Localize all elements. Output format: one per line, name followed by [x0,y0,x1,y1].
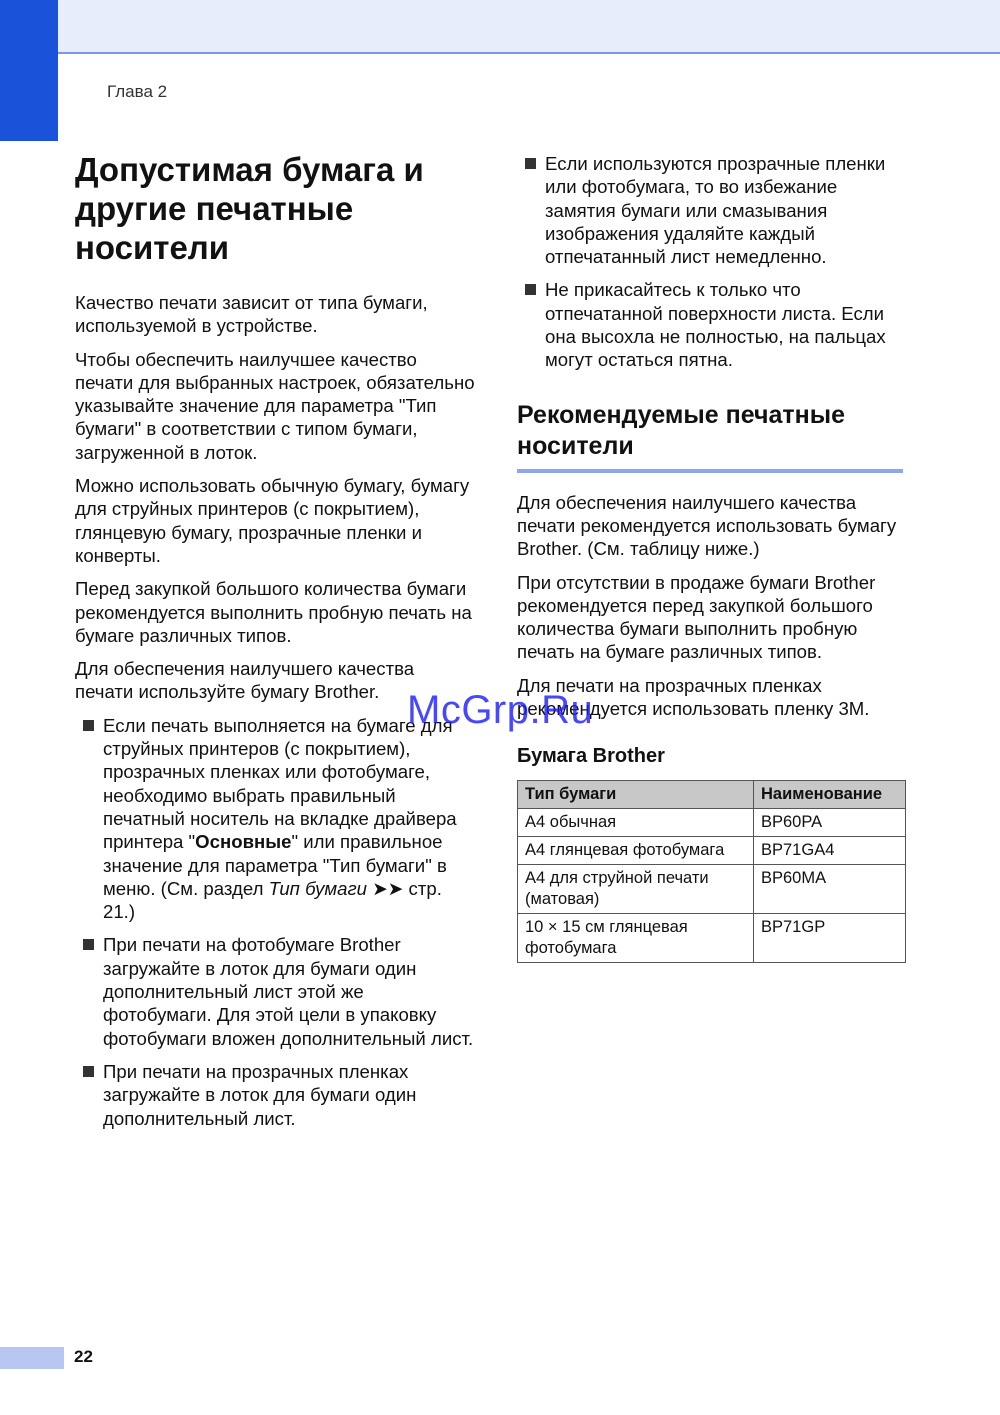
cross-reference-link[interactable]: Тип бумаги [268,877,368,899]
subsection-title: Бумага Brother [517,745,665,768]
table-cell: BP60MA [754,865,906,914]
top-header-band [0,0,1000,54]
page-number: 22 [74,1347,93,1366]
paragraph: Чтобы обеспечить наилучшее качество печати для выбранных настроек, обязательно указывайте значение для параметра "Тип бумаги" в соответствии с типом бумаги, загруженной в лоток. [75,348,475,463]
table-row [518,837,906,865]
paragraph: Для печати на прозрачных пленках рекомендуется использовать пленку 3M. [517,674,870,720]
section-title: Рекомендуемые печатные носители [517,400,845,460]
left-column [75,150,475,1140]
paragraph: При отсутствии в продаже бумаги Brother рекомендуется перед закупкой большого количества бумаги выполнить пробную печать на бумаге различных типов. [517,571,876,663]
bullet-square-icon [83,1066,94,1077]
bullet-list [517,152,909,372]
section-divider [517,469,903,473]
right-column [517,152,909,963]
paragraph: Качество печати зависит от типа бумаги, используемой в устройстве. [75,292,428,337]
table-cell: A4 обычная [518,809,754,837]
list-item: При печати на прозрачных пленках загружайте в лоток для бумаги один дополнительный лист. [75,1060,475,1130]
list-item: Если используются прозрачные пленки или фотобумага, то во избежание замятия бумаги или смазывания изображения удаляйте каждый отпечатанный лист немедленно. [517,152,909,268]
paragraph: Для обеспечения наилучшего качества печати используйте бумагу Brother. [75,658,415,703]
column-header-paper-type: Тип бумаги [518,781,754,809]
bullet-list [75,714,475,1130]
watermark: McGrp.Ru [407,688,594,732]
column-header-name: Наименование [754,781,906,809]
table-cell: A4 глянцевая фотобумага [518,837,754,865]
list-item: При печати на фотобумаге Brother загружайте в лоток для бумаги один дополнительный лист этой же фотобумаги. Для этой цели в упаковку фотобумаги вложен дополнительный лист. [75,933,475,1049]
footer-band [0,1347,64,1369]
table-header-row [518,781,906,809]
table-cell: A4 для струйной печати (матовая) [518,865,754,914]
table-cell: BP60PA [754,809,906,837]
paper-table [517,780,906,963]
chapter-tab-marker [0,0,58,141]
double-arrow-icon: ➤➤ [372,877,404,899]
chapter-label: Глава 2 [107,82,168,101]
tab-name-basic: Основные [195,831,292,853]
table-cell: 10 × 15 см глянцевая фотобумага [518,914,754,963]
page-title: Допустимая бумага и другие печатные носители [75,151,424,266]
table-row [518,914,906,963]
list-item: Если печать выполняется на бумаге для струйных принтеров (с покрытием), прозрачных пленках или фотобумаге, необходимо выбрать правильный печатный носитель на вкладке драйвера принтера "Основные" или правильное значение для параметра "Тип бумаги" в меню. (См. раздел Тип бумаги ➤➤ стр. 21.) [75,714,475,924]
table-row [518,809,906,837]
paragraph: Можно использовать обычную бумагу, бумагу для струйных принтеров (с покрытием), глянцевую бумагу, прозрачные пленки и конверты. [75,475,470,566]
bullet-square-icon [83,939,94,950]
paragraph: Перед закупкой большого количества бумаги рекомендуется выполнить пробную печать на бумаге различных типов. [75,578,472,646]
table-row [518,865,906,914]
bullet-square-icon [83,720,94,731]
table-cell: BP71GA4 [754,837,906,865]
list-item: Не прикасайтесь к только что отпечатанной поверхности листа. Если она высохла не полностью, на пальцах могут остаться пятна. [517,278,909,371]
bullet-square-icon [525,158,536,169]
bullet-square-icon [525,284,536,295]
table-cell: BP71GP [754,914,906,963]
paragraph: Для обеспечения наилучшего качества печати рекомендуется использовать бумагу Brother. (См. таблицу ниже.) [517,491,897,560]
